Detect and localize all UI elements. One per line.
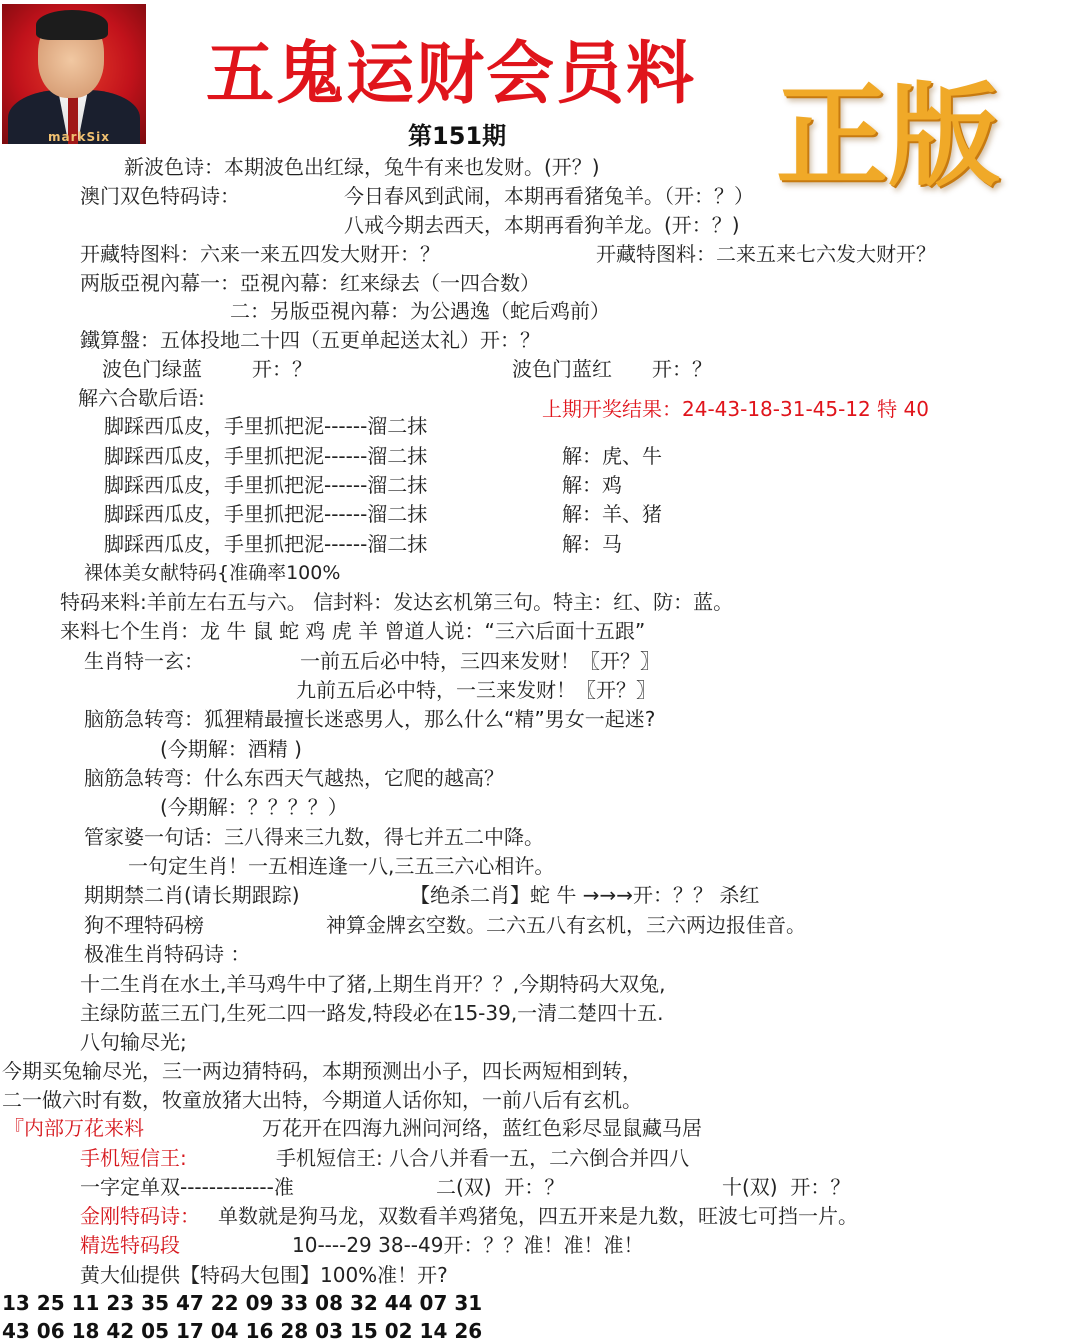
sms-king-label: 手机短信王: [80, 1146, 187, 1170]
brain-teaser-2-answer: (今期解：？？？？） [160, 795, 348, 819]
eight-lines-1: 今期买兔输尽光，三一两边猜特码，本期预测出小子，四长两短相到转， [2, 1059, 642, 1083]
hidden-chart-right: 开藏特图料：二来五来七六发大财开？ [596, 242, 936, 266]
last-draw-result: 上期开奖结果：24-43-18-31-45-12 特 40 [542, 397, 929, 421]
riddle-line: 脚踩西瓜皮，手里抓把泥------溜二抹 [104, 502, 428, 526]
riddle-line: 脚踩西瓜皮，手里抓把泥------溜二抹 [104, 414, 428, 438]
zodiac-poem-line-1: 十二生肖在水土,羊马鸡牛中了猪,上期生肖开？？,今期特码大双兔, [80, 972, 666, 996]
zodiac-mystery-1: 一前五后必中特，三四来发财！〖开？〗 [300, 649, 660, 673]
riddle-answer: 解：羊、猪 [562, 502, 662, 526]
single-even-two: 二(双) 开：？ [436, 1175, 565, 1199]
number-row-1: 13 25 11 23 35 47 22 09 33 08 32 44 07 31 [2, 1291, 483, 1315]
riddle-line: 脚踩西瓜皮，手里抓把泥------溜二抹 [104, 444, 428, 468]
housekeeper-saying: 管家婆一句话：三八得来三九数，得七并五二中降。 [84, 825, 544, 849]
macau-poem-line-2: 八戒今期去西天，本期再看狗羊龙。(开：？) [344, 213, 740, 237]
number-row-2: 43 06 18 42 05 17 04 16 28 03 15 02 14 26 [2, 1319, 483, 1343]
wave-color-poem: 新波色诗：本期波色出红绿，兔牛有来也发财。(开？) [124, 155, 600, 179]
riddle-heading: 解六合歇后语: [78, 386, 205, 410]
atv-inside-2: 二：另版亞視內幕：为公遇逸（蛇后鸡前） [230, 299, 610, 323]
special-code-source: 特码来料:羊前左右五与六。 信封料：发达玄机第三句。特主：红、防：蓝。 [60, 590, 734, 614]
wave-blue-red-open: 开：？ [652, 357, 712, 381]
iron-abacus: 鐵算盤：五体投地二十四（五更单起送太礼）开：？ [80, 328, 540, 352]
riddle-line: 脚踩西瓜皮，手里抓把泥------溜二抹 [104, 532, 428, 556]
riddle-answer: 解：鸡 [562, 473, 622, 497]
single-even-line: 一字定单双-------------准 [80, 1175, 294, 1199]
selected-range-label: 精选特码段 [80, 1233, 180, 1257]
gou-bu-li-chart: 狗不理特码榜 [84, 913, 204, 937]
special-code-claim: 裸体美女献特码{准确率100% [84, 562, 341, 584]
vajra-poem-text: 单数就是狗马龙，双数看羊鸡猪兔，四五开来是九数，旺波七可挡一片。 [218, 1204, 858, 1228]
huang-daxian-line: 黄大仙提供【特码大包围】100%准！开? [80, 1263, 448, 1287]
brain-teaser-1: 脑筋急转弯：狐狸精最擅长迷惑男人，那么什么“精”男女一起迷? [84, 707, 656, 731]
brain-teaser-1-answer: (今期解：酒精 ) [160, 737, 302, 761]
banned-zodiacs-label: 期期禁二肖(请长期跟踪) [84, 883, 300, 907]
zodiac-mystery-2: 九前五后必中特，一三来发财！〖开？〗 [296, 678, 656, 702]
issue-number: 第151期 [408, 122, 507, 150]
riddle-line: 脚踩西瓜皮，手里抓把泥------溜二抹 [104, 473, 428, 497]
hidden-chart-left: 开藏特图料：六来一来五四发大财开：？ [80, 242, 440, 266]
wave-green-blue: 波色门绿蓝 [102, 357, 202, 381]
eight-lines-2: 二一做六时有数，牧童放猪大出特，今期道人话你知，一前八后有玄机。 [2, 1088, 642, 1112]
zodiac-mystery-label: 生肖特一玄： [84, 649, 204, 673]
selected-range-text: 10----29 38--49开：？？准！准！准！ [292, 1233, 644, 1257]
riddle-answer: 解：虎、牛 [562, 444, 662, 468]
kill-two-zodiacs: 【绝杀二肖】蛇 牛 →→→开：？？ 杀红 [410, 883, 760, 907]
photo-watermark: markSix [48, 130, 110, 144]
one-sentence-zodiac: 一句定生肖！一五相连逢一八,三五三六心相许。 [128, 854, 555, 878]
wave-blue-red: 波色门蓝红 [512, 357, 612, 381]
genuine-stamp: 正版 [776, 71, 1000, 202]
zodiac-poem-heading: 极准生肖特码诗 ： [84, 942, 251, 966]
riddle-answer: 解：马 [562, 532, 622, 556]
page-title: 五鬼运财会员料 [206, 34, 697, 114]
wave-green-blue-open: 开：？ [252, 357, 312, 381]
eight-lines-heading: 八句输尽光; [80, 1030, 187, 1054]
brain-teaser-2: 脑筋急转弯：什么东西天气越热，它爬的越高？ [84, 766, 504, 790]
seven-zodiacs: 来料七个生肖：龙 牛 鼠 蛇 鸡 虎 羊 曾道人说：“三六后面十五跟” [60, 619, 646, 643]
atv-inside-1: 两版亞視內幕一：亞視內幕：红来绿去（一四合数） [80, 271, 540, 295]
portrait-hair [36, 10, 108, 40]
zodiac-poem-line-2: 主绿防蓝三五门,生死二四一路发,特段必在15-39,一清二楚四十五. [80, 1001, 664, 1025]
inside-flowers-label: 『内部万花来料 [4, 1116, 144, 1140]
portrait-photo [2, 4, 146, 144]
golden-number: 神算金牌玄空数。二六五八有玄机，三六两边报佳音。 [326, 913, 806, 937]
sms-king-text: 手机短信王: 八合八并看一五，二六倒合并四八 [276, 1146, 690, 1170]
macau-poem-line-1: 今日春风到武闹，本期再看猪兔羊。（开：？） [344, 184, 754, 208]
single-even-ten: 十(双) 开：？ [722, 1175, 851, 1199]
vajra-poem-label: 金刚特码诗： [80, 1204, 200, 1228]
macau-poem-label: 澳门双色特码诗： [80, 184, 240, 208]
inside-flowers-text: 万花开在四海九洲问河络，蓝红色彩尽显鼠藏马居 [262, 1116, 702, 1140]
